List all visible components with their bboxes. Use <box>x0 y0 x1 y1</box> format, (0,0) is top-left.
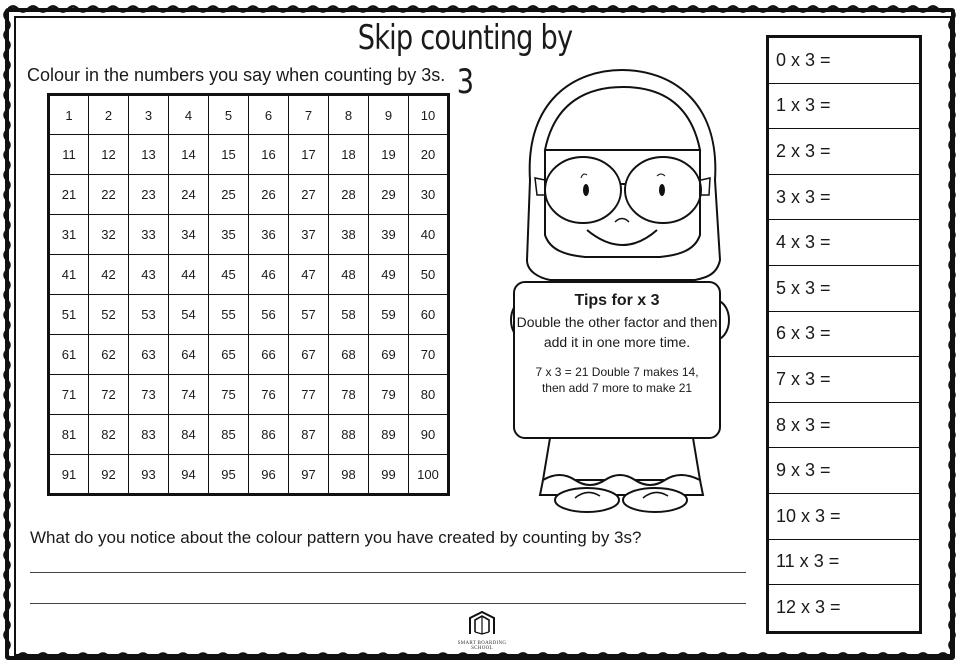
chart-cell[interactable]: 5 <box>209 95 249 135</box>
reflection-question: What do you notice about the colour pattern you have created by counting by 3s? <box>30 528 642 547</box>
chart-cell[interactable]: 69 <box>369 335 409 375</box>
chart-cell[interactable]: 72 <box>89 375 129 415</box>
answer-line-2[interactable] <box>30 603 746 604</box>
page-title: Skip counting by 3 <box>357 18 573 102</box>
chart-cell[interactable]: 28 <box>329 175 369 215</box>
wavy-border-left <box>2 10 12 655</box>
chart-cell[interactable]: 14 <box>169 135 209 175</box>
chart-cell[interactable]: 7 <box>289 95 329 135</box>
chart-cell[interactable]: 18 <box>329 135 369 175</box>
chart-cell[interactable]: 71 <box>49 375 89 415</box>
chart-row <box>49 455 449 495</box>
times-fact-row[interactable]: 9 x 3 = <box>769 448 919 494</box>
times-fact-row[interactable]: 7 x 3 = <box>769 357 919 403</box>
chart-cell[interactable]: 46 <box>249 255 289 295</box>
chart-cell[interactable]: 92 <box>89 455 129 495</box>
chart-row <box>49 95 449 135</box>
chart-cell[interactable]: 93 <box>129 455 169 495</box>
chart-cell[interactable]: 19 <box>369 135 409 175</box>
chart-cell[interactable]: 49 <box>369 255 409 295</box>
times-fact-row[interactable]: 5 x 3 = <box>769 266 919 312</box>
times-fact-row[interactable]: 6 x 3 = <box>769 312 919 358</box>
chart-cell[interactable]: 62 <box>89 335 129 375</box>
chart-cell[interactable]: 43 <box>129 255 169 295</box>
chart-cell[interactable]: 37 <box>289 215 329 255</box>
chart-cell[interactable]: 4 <box>169 95 209 135</box>
chart-cell[interactable]: 82 <box>89 415 129 455</box>
chart-cell[interactable]: 91 <box>49 455 89 495</box>
chart-cell[interactable]: 16 <box>249 135 289 175</box>
tips-example: 7 x 3 = 21 Double 7 makes 14, then add 7 more to make 21 <box>535 365 699 395</box>
chart-row <box>49 135 449 175</box>
chart-cell[interactable]: 21 <box>49 175 89 215</box>
chart-cell[interactable]: 11 <box>49 135 89 175</box>
chart-row <box>49 415 449 455</box>
chart-cell[interactable]: 99 <box>369 455 409 495</box>
chart-cell[interactable]: 25 <box>209 175 249 215</box>
chart-cell[interactable]: 34 <box>169 215 209 255</box>
chart-cell[interactable]: 23 <box>129 175 169 215</box>
chart-cell[interactable]: 88 <box>329 415 369 455</box>
chart-cell[interactable]: 6 <box>249 95 289 135</box>
chart-cell[interactable]: 17 <box>289 135 329 175</box>
times-fact-row[interactable]: 4 x 3 = <box>769 220 919 266</box>
tips-body: Double the other factor and then add it in one more time. <box>516 314 718 350</box>
chart-cell[interactable]: 2 <box>89 95 129 135</box>
chart-cell[interactable]: 36 <box>249 215 289 255</box>
tips-title: Tips for x 3 <box>574 292 660 309</box>
chart-cell[interactable]: 79 <box>369 375 409 415</box>
chart-cell[interactable]: 1 <box>49 95 89 135</box>
chart-row <box>49 255 449 295</box>
chart-cell[interactable]: 54 <box>169 295 209 335</box>
wavy-border-bottom <box>8 652 954 662</box>
times-fact-row[interactable]: 8 x 3 = <box>769 403 919 449</box>
chart-row <box>49 215 449 255</box>
chart-cell[interactable]: 33 <box>129 215 169 255</box>
chart-cell[interactable]: 20 <box>409 135 449 175</box>
chart-cell[interactable]: 40 <box>409 215 449 255</box>
chart-cell[interactable]: 90 <box>409 415 449 455</box>
chart-cell[interactable]: 15 <box>209 135 249 175</box>
chart-row <box>49 175 449 215</box>
chart-cell[interactable]: 52 <box>89 295 129 335</box>
chart-cell[interactable]: 8 <box>329 95 369 135</box>
chart-cell[interactable]: 86 <box>249 415 289 455</box>
chart-cell[interactable]: 64 <box>169 335 209 375</box>
chart-cell[interactable]: 56 <box>249 295 289 335</box>
times-fact-row[interactable]: 2 x 3 = <box>769 129 919 175</box>
times-fact-row[interactable]: 3 x 3 = <box>769 175 919 221</box>
chart-cell[interactable]: 31 <box>49 215 89 255</box>
chart-cell[interactable]: 76 <box>249 375 289 415</box>
times-fact-row[interactable]: 11 x 3 = <box>769 540 919 586</box>
chart-cell[interactable]: 45 <box>209 255 249 295</box>
chart-cell[interactable]: 70 <box>409 335 449 375</box>
chart-cell[interactable]: 84 <box>169 415 209 455</box>
times-fact-row[interactable]: 10 x 3 = <box>769 494 919 540</box>
chart-cell[interactable]: 75 <box>209 375 249 415</box>
chart-cell[interactable]: 39 <box>369 215 409 255</box>
chart-cell[interactable]: 30 <box>409 175 449 215</box>
chart-row <box>49 335 449 375</box>
chart-cell[interactable]: 74 <box>169 375 209 415</box>
chart-cell[interactable]: 9 <box>369 95 409 135</box>
chart-cell[interactable]: 13 <box>129 135 169 175</box>
chart-cell[interactable]: 65 <box>209 335 249 375</box>
times-fact-row[interactable]: 12 x 3 = <box>776 597 841 618</box>
chart-cell[interactable]: 22 <box>89 175 129 215</box>
chart-cell[interactable]: 58 <box>329 295 369 335</box>
chart-cell[interactable]: 78 <box>329 375 369 415</box>
instruction-text: Colour in the numbers you say when counting by 3s. <box>27 65 446 85</box>
chart-cell[interactable]: 98 <box>329 455 369 495</box>
chart-cell[interactable]: 73 <box>129 375 169 415</box>
times-fact-row[interactable]: 0 x 3 = <box>769 38 919 84</box>
answer-line-1[interactable] <box>30 572 746 573</box>
wavy-border-top <box>8 3 954 13</box>
chart-cell[interactable]: 100 <box>409 455 449 495</box>
tips-sign <box>513 281 721 439</box>
chart-cell[interactable]: 67 <box>289 335 329 375</box>
chart-cell[interactable]: 24 <box>169 175 209 215</box>
chart-cell[interactable]: 81 <box>49 415 89 455</box>
chart-cell[interactable]: 63 <box>129 335 169 375</box>
chart-cell[interactable]: 10 <box>409 95 449 135</box>
chart-cell[interactable]: 26 <box>249 175 289 215</box>
chart-row <box>49 375 449 415</box>
chart-cell[interactable]: 53 <box>129 295 169 335</box>
chart-cell[interactable]: 94 <box>169 455 209 495</box>
chart-cell[interactable]: 38 <box>329 215 369 255</box>
hundred-chart <box>47 93 450 496</box>
chart-cell[interactable]: 35 <box>209 215 249 255</box>
times-fact-row[interactable]: 1 x 3 = <box>769 84 919 130</box>
chart-cell[interactable]: 48 <box>329 255 369 295</box>
chart-cell[interactable]: 47 <box>289 255 329 295</box>
wavy-border-right <box>947 10 957 655</box>
chart-cell[interactable]: 87 <box>289 415 329 455</box>
chart-cell[interactable]: 60 <box>409 295 449 335</box>
school-logo <box>446 610 518 650</box>
times-table-column <box>766 35 922 634</box>
chart-cell[interactable]: 66 <box>249 335 289 375</box>
chart-cell[interactable]: 77 <box>289 375 329 415</box>
chart-cell[interactable]: 55 <box>209 295 249 335</box>
chart-cell[interactable]: 95 <box>209 455 249 495</box>
chart-cell[interactable]: 27 <box>289 175 329 215</box>
chart-cell[interactable]: 44 <box>169 255 209 295</box>
chart-cell[interactable]: 51 <box>49 295 89 335</box>
chart-cell[interactable]: 57 <box>289 295 329 335</box>
chart-cell[interactable]: 59 <box>369 295 409 335</box>
chart-cell[interactable]: 12 <box>89 135 129 175</box>
chart-cell[interactable]: 41 <box>49 255 89 295</box>
chart-cell[interactable]: 97 <box>289 455 329 495</box>
chart-cell[interactable]: 3 <box>129 95 169 135</box>
chart-cell[interactable]: 42 <box>89 255 129 295</box>
chart-cell[interactable]: 80 <box>409 375 449 415</box>
chart-cell[interactable]: 68 <box>329 335 369 375</box>
book-logo-icon <box>467 610 497 636</box>
logo-text: SMART BOARDING SCHOOL <box>457 641 507 651</box>
chart-row <box>49 295 449 335</box>
chart-cell[interactable]: 50 <box>409 255 449 295</box>
chart-cell[interactable]: 61 <box>49 335 89 375</box>
chart-cell[interactable]: 29 <box>369 175 409 215</box>
chart-cell[interactable]: 32 <box>89 215 129 255</box>
chart-cell[interactable]: 83 <box>129 415 169 455</box>
chart-cell[interactable]: 96 <box>249 455 289 495</box>
chart-cell[interactable]: 85 <box>209 415 249 455</box>
chart-cell[interactable]: 89 <box>369 415 409 455</box>
